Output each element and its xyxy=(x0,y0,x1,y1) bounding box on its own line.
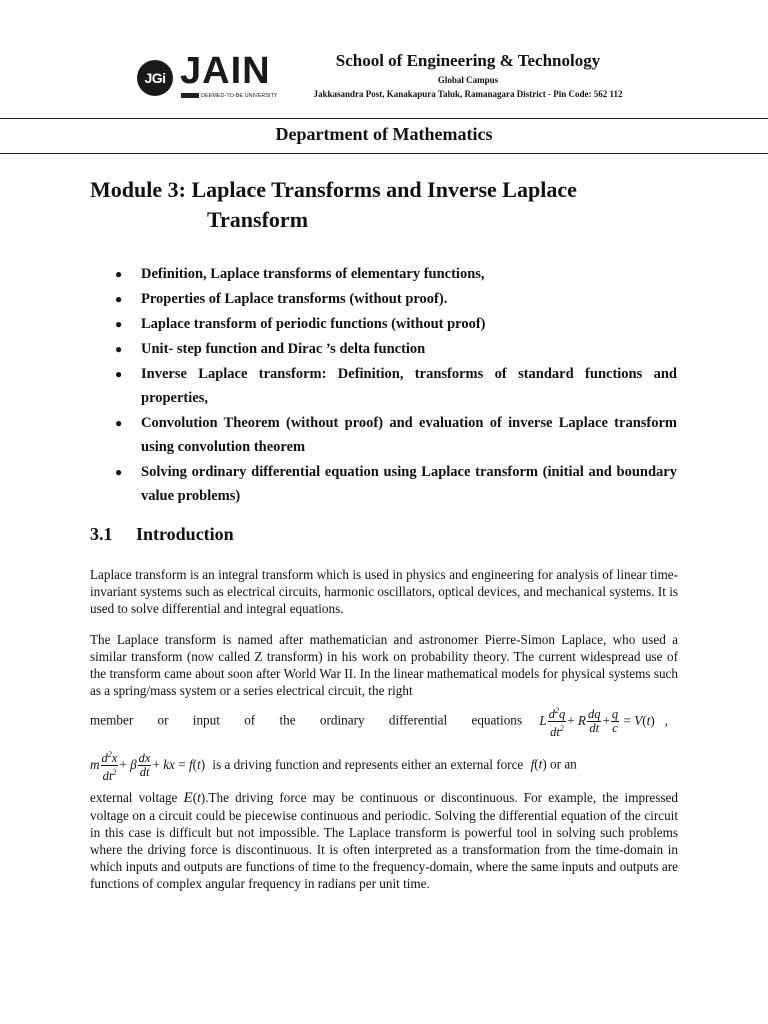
module-title-line2: Transform xyxy=(207,207,309,232)
paragraph-intro: Laplace transform is an integral transform which is used in physics and engineering for analysis of linear time-invariant systems such as electrical circuits, harmonic oscillators, optical devices, and mechanical systems. It is used to solve differential and integral equations. xyxy=(90,567,678,616)
campus-address: Jakkasandra Post, Kanakapura Taluk, Ramanagara District - Pin Code: 562 112 xyxy=(313,89,623,99)
spring-equation: m $\frac{d^2x}{dt^2}$ + β $\frac{dx}{dt}$ + kx = f(t) xyxy=(90,750,209,784)
bullet-icon: ● xyxy=(115,292,123,306)
logo-bar-icon xyxy=(181,93,199,98)
bullet-icon: ● xyxy=(115,267,123,281)
list-item: ● Definition, Laplace transforms of elementary functions, xyxy=(115,262,677,286)
equation-text: is a driving function and represents either an external force xyxy=(212,756,524,772)
bullet-icon: ● xyxy=(115,342,123,356)
equation-text-end: or an xyxy=(550,756,577,772)
header-divider-bottom xyxy=(0,153,768,154)
list-item: ● Properties of Laplace transforms (without proof). xyxy=(115,287,677,311)
equation-line-2: m $\frac{d^2x}{dt^2}$ + β $\frac{dx}{dt}$ + kx = f(t) is a driving function and represents either an external force f(t) or an xyxy=(90,750,577,784)
list-item: ● Unit- step function and Dirac ’s delta function xyxy=(115,337,677,361)
list-item: ● Solving ordinary differential equation using Laplace transform (initial and boundary value problems) xyxy=(115,460,677,508)
module-title xyxy=(90,175,690,235)
university-logo-subtitle: DEEMED-TO-BE UNIVERSITY xyxy=(181,92,273,100)
bullet-icon: ● xyxy=(115,416,123,430)
circuit-equation: L $\frac{d^2q}{dt^2}$ + R $\frac{dq}{dt}$ + $\frac{q}{c}$ = V(t) , xyxy=(539,706,668,740)
university-logo-word: JAIN xyxy=(180,50,271,92)
bullet-icon: ● xyxy=(115,465,123,479)
section-title: Introduction xyxy=(136,524,234,544)
paragraph-history: The Laplace transform is named after mathematician and astronomer Pierre-Simon Laplace, who used a similar transform (now called Z transform) in his work on probability theory. The current widespread use of the transform came about soon after World War II. In the linear mathematical models for physical systems such as a spring/mass system or a series electrical circuit, the right xyxy=(90,632,678,698)
university-logo-badge: JGi xyxy=(137,60,173,96)
bullet-icon: ● xyxy=(115,317,123,331)
department-title: Department of Mathematics xyxy=(275,124,493,144)
school-name: School of Engineering & Technology xyxy=(335,51,601,70)
list-item: ● Laplace transform of periodic functions (without proof) xyxy=(115,312,677,336)
paragraph-driving-force: external voltage E(t).The driving force may be continuous or discontinuous. For example, the impressed voltage on a circuit could be piecewise continuous and periodic. Solving the differential equation of the circuit in this case is difficult but not impossible. The Laplace transform is powerful tool in solving such problems where the driving force is discontinuous. It is often interpreted as a transformation from the time-domain in which inputs and outputs are functions of time to the frequency-domain, where the same inputs and outputs are functions of complex angular frequency in radians per unit time. xyxy=(90,790,678,891)
force-symbol: f xyxy=(530,756,535,772)
list-item: ● Convolution Theorem (without proof) and evaluation of inverse Laplace transform using convolution theorem xyxy=(115,411,677,459)
module-title-line1: Module 3: Laplace Transforms and Inverse Laplace xyxy=(90,177,577,202)
topic-list xyxy=(115,262,677,509)
voltage-symbol: E xyxy=(183,790,193,806)
list-item: ● Inverse Laplace transform: Definition, transforms of standard functions and properties, xyxy=(115,362,677,410)
section-number: 3.1 xyxy=(90,524,113,544)
equation-lead-text: member or input of the ordinary differential equations xyxy=(90,712,523,728)
section-heading xyxy=(90,524,234,545)
equation-line-1 xyxy=(90,704,678,739)
header-divider-top xyxy=(0,118,768,119)
bullet-icon: ● xyxy=(115,367,123,381)
campus-name: Global Campus xyxy=(437,75,499,85)
